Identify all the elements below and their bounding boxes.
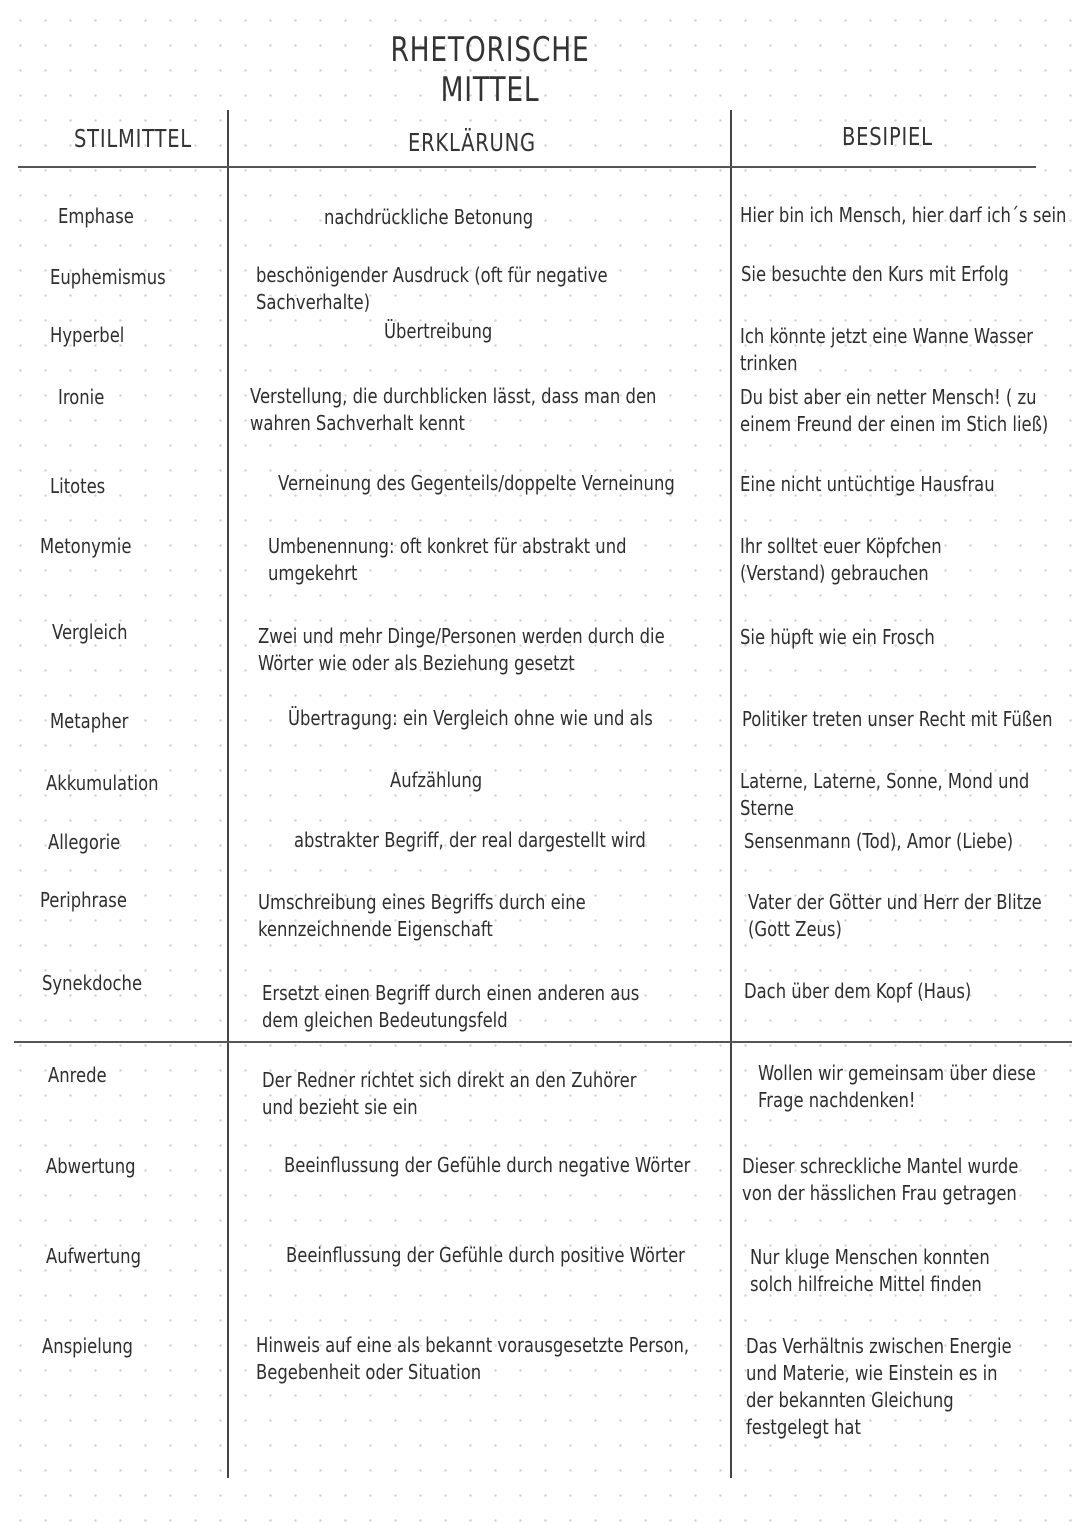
explanation-synekdoche: Ersetzt einen Begriff durch einen anderen aus dem gleichen Bedeutungsfeld bbox=[262, 981, 640, 1032]
explanation-anspielung: Hinweis auf eine als bekannt vorausgesetzte Person, Begebenheit oder Situation bbox=[256, 1333, 690, 1384]
explanation-hyperbel: Übertreibung bbox=[384, 319, 493, 343]
term-anrede: Anrede bbox=[48, 1063, 107, 1087]
example-abwertung: Dieser schreckliche Mantel wurde von der hässlichen Frau getragen bbox=[742, 1154, 1019, 1205]
term-allegorie: Allegorie bbox=[48, 830, 121, 854]
term-hyperbel: Hyperbel bbox=[50, 323, 125, 347]
term-euphemismus: Euphemismus bbox=[50, 265, 166, 289]
header-explanation: ERKLÄRUNG bbox=[408, 128, 536, 157]
header-rule bbox=[18, 166, 1036, 168]
example-emphase: Hier bin ich Mensch, hier darf ich´s sein bbox=[740, 203, 1067, 227]
example-hyperbel: Ich könnte jetzt eine Wanne Wasser trinken bbox=[740, 324, 1034, 375]
section-rule bbox=[14, 1041, 1072, 1043]
example-metonymie: Ihr solltet euer Köpfchen (Verstand) gebrauchen bbox=[740, 534, 942, 585]
example-akkumulation: Laterne, Laterne, Sonne, Mond und Sterne bbox=[740, 769, 1030, 820]
explanation-allegorie: abstrakter Begriff, der real dargestellt wird bbox=[294, 828, 646, 852]
term-abwertung: Abwertung bbox=[46, 1154, 136, 1178]
example-anspielung: Das Verhältnis zwischen Energie und Materie, wie Einstein es in der bekannten Gleichung festgelegt hat bbox=[746, 1334, 1012, 1439]
example-aufwertung: Nur kluge Menschen konnten solch hilfreiche Mittel finden bbox=[750, 1245, 990, 1296]
term-aufwertung: Aufwertung bbox=[46, 1244, 141, 1268]
term-periphrase: Periphrase bbox=[40, 888, 127, 912]
term-vergleich: Vergleich bbox=[52, 620, 128, 644]
explanation-metonymie: Umbenennung: oft konkret für abstrakt und umgekehrt bbox=[268, 534, 627, 585]
term-metapher: Metapher bbox=[50, 709, 129, 733]
term-akkumulation: Akkumulation bbox=[46, 771, 159, 795]
explanation-aufwertung: Beeinflussung der Gefühle durch positive Wörter bbox=[286, 1243, 685, 1267]
term-anspielung: Anspielung bbox=[42, 1334, 133, 1358]
explanation-euphemismus: beschönigender Ausdruck (oft für negative Sachverhalte) bbox=[256, 263, 608, 314]
term-litotes: Litotes bbox=[50, 474, 106, 498]
page-title: RHETORISCHE MITTEL bbox=[390, 30, 590, 110]
example-allegorie: Sensenmann (Tod), Amor (Liebe) bbox=[744, 829, 1014, 853]
explanation-periphrase: Umschreibung eines Begriffs durch eine kennzeichnende Eigenschaft bbox=[258, 890, 586, 941]
explanation-ironie: Verstellung, die durchblicken lässt, dass man den wahren Sachverhalt kennt bbox=[250, 384, 657, 435]
explanation-metapher: Übertragung: ein Vergleich ohne wie und als bbox=[288, 706, 653, 730]
explanation-anrede: Der Redner richtet sich direkt an den Zuhörer und bezieht sie ein bbox=[262, 1068, 637, 1119]
column-divider-left bbox=[227, 110, 229, 1478]
header-term: STILMITTEL bbox=[74, 124, 192, 153]
example-periphrase: Vater der Götter und Herr der Blitze (Gott Zeus) bbox=[748, 890, 1042, 941]
term-synekdoche: Synekdoche bbox=[42, 971, 143, 995]
example-litotes: Eine nicht untüchtige Hausfrau bbox=[740, 472, 995, 496]
example-anrede: Wollen wir gemeinsam über diese Frage nachdenken! bbox=[758, 1061, 1036, 1112]
explanation-abwertung: Beeinflussung der Gefühle durch negative Wörter bbox=[284, 1153, 691, 1177]
term-ironie: Ironie bbox=[58, 385, 105, 409]
example-ironie: Du bist aber ein netter Mensch! ( zu einem Freund der einen im Stich ließ) bbox=[740, 385, 1049, 436]
example-vergleich: Sie hüpft wie ein Frosch bbox=[740, 625, 935, 649]
term-emphase: Emphase bbox=[58, 204, 134, 228]
explanation-akkumulation: Aufzählung bbox=[390, 768, 483, 792]
explanation-emphase: nachdrückliche Betonung bbox=[324, 205, 534, 229]
example-euphemismus: Sie besuchte den Kurs mit Erfolg bbox=[741, 262, 1009, 286]
term-metonymie: Metonymie bbox=[40, 534, 132, 558]
column-divider-right bbox=[730, 110, 732, 1478]
header-example: BESIPIEL bbox=[842, 122, 933, 151]
explanation-vergleich: Zwei und mehr Dinge/Personen werden durch die Wörter wie oder als Beziehung gesetzt bbox=[258, 624, 665, 675]
example-metapher: Politiker treten unser Recht mit Füßen bbox=[742, 707, 1053, 731]
example-synekdoche: Dach über dem Kopf (Haus) bbox=[744, 979, 972, 1003]
explanation-litotes: Verneinung des Gegenteils/doppelte Verneinung bbox=[278, 471, 675, 495]
